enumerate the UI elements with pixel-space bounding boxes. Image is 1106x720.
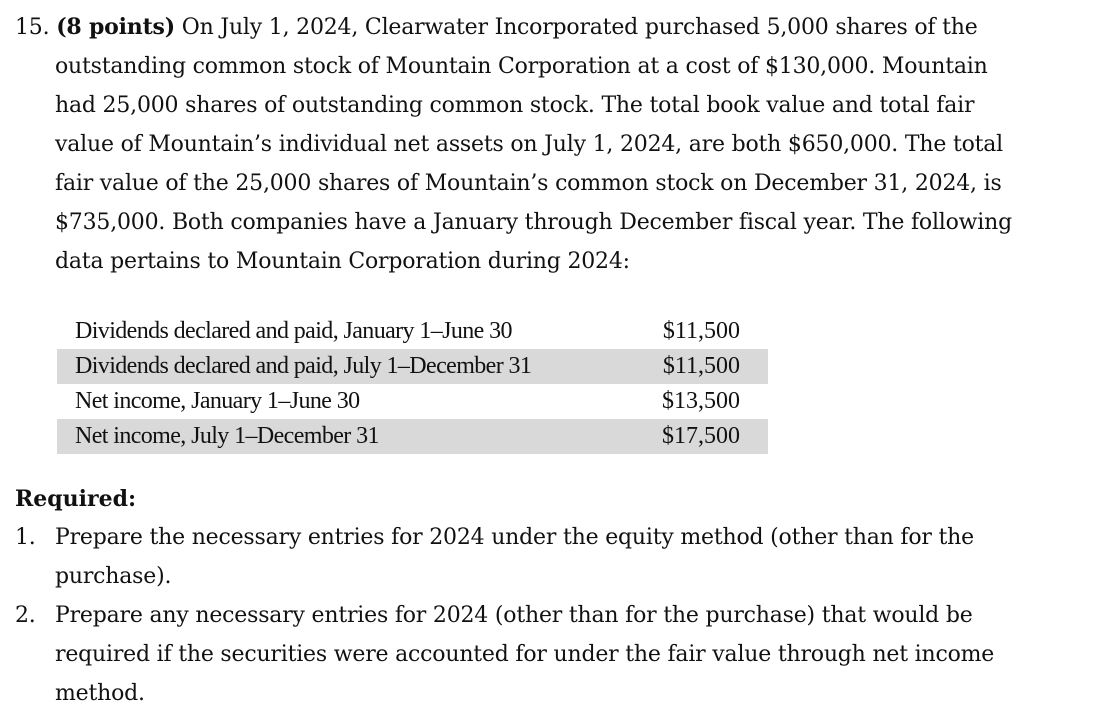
row-value: $11,500 [638, 349, 768, 384]
row-value: $17,500 [638, 419, 768, 454]
problem-line: fair value of the 25,000 shares of Mountain’s common stock on December 31, 2024, is [55, 171, 1002, 196]
required-item-line: required if the securities were accounted for under the fair value through net income [55, 642, 995, 667]
problem-points: (8 points) [56, 14, 175, 40]
mountain-data-table [57, 314, 768, 454]
problem-statement [15, 8, 1090, 281]
required-item-line: Prepare the necessary entries for 2024 under the equity method (other than for the [55, 525, 974, 550]
problem-line: value of Mountain’s individual net assets on July 1, 2024, are both $650,000. The total [55, 132, 1004, 157]
required-list [15, 518, 1095, 713]
required-item-number: 1. [15, 525, 36, 550]
problem-number: 15. [15, 15, 50, 40]
row-value: $11,500 [662, 318, 740, 344]
problem-line: On July 1, 2024, Clearwater Incorporated purchased 5,000 shares of the [181, 15, 978, 40]
problem-first-line [15, 8, 1090, 47]
row-label: Net income, July 1–December 31 [57, 419, 638, 454]
table-row [57, 384, 768, 419]
problem-line: $735,000. Both companies have a January through December fiscal year. The following [55, 210, 1012, 235]
required-item-number: 2. [15, 603, 36, 628]
row-label: Dividends declared and paid, January 1–June 30 [75, 318, 512, 344]
problem-line: had 25,000 shares of outstanding common stock. The total book value and total fair [55, 93, 975, 118]
table-row [57, 314, 768, 349]
required-item [15, 596, 1095, 713]
row-value: $13,500 [662, 388, 740, 414]
row-label: Net income, January 1–June 30 [75, 388, 360, 414]
required-item-line: method. [55, 681, 145, 706]
table-row [57, 349, 768, 384]
problem-line: data pertains to Mountain Corporation during 2024: [55, 249, 630, 274]
required-item-line: Prepare any necessary entries for 2024 (other than for the purchase) that would be [55, 603, 973, 628]
required-item-line: purchase). [55, 564, 172, 589]
required-heading: Required: [15, 486, 137, 512]
table-row [57, 419, 768, 454]
row-label: Dividends declared and paid, July 1–December 31 [57, 349, 638, 384]
required-item [15, 518, 1095, 596]
problem-line: outstanding common stock of Mountain Corporation at a cost of $130,000. Mountain [55, 54, 988, 79]
